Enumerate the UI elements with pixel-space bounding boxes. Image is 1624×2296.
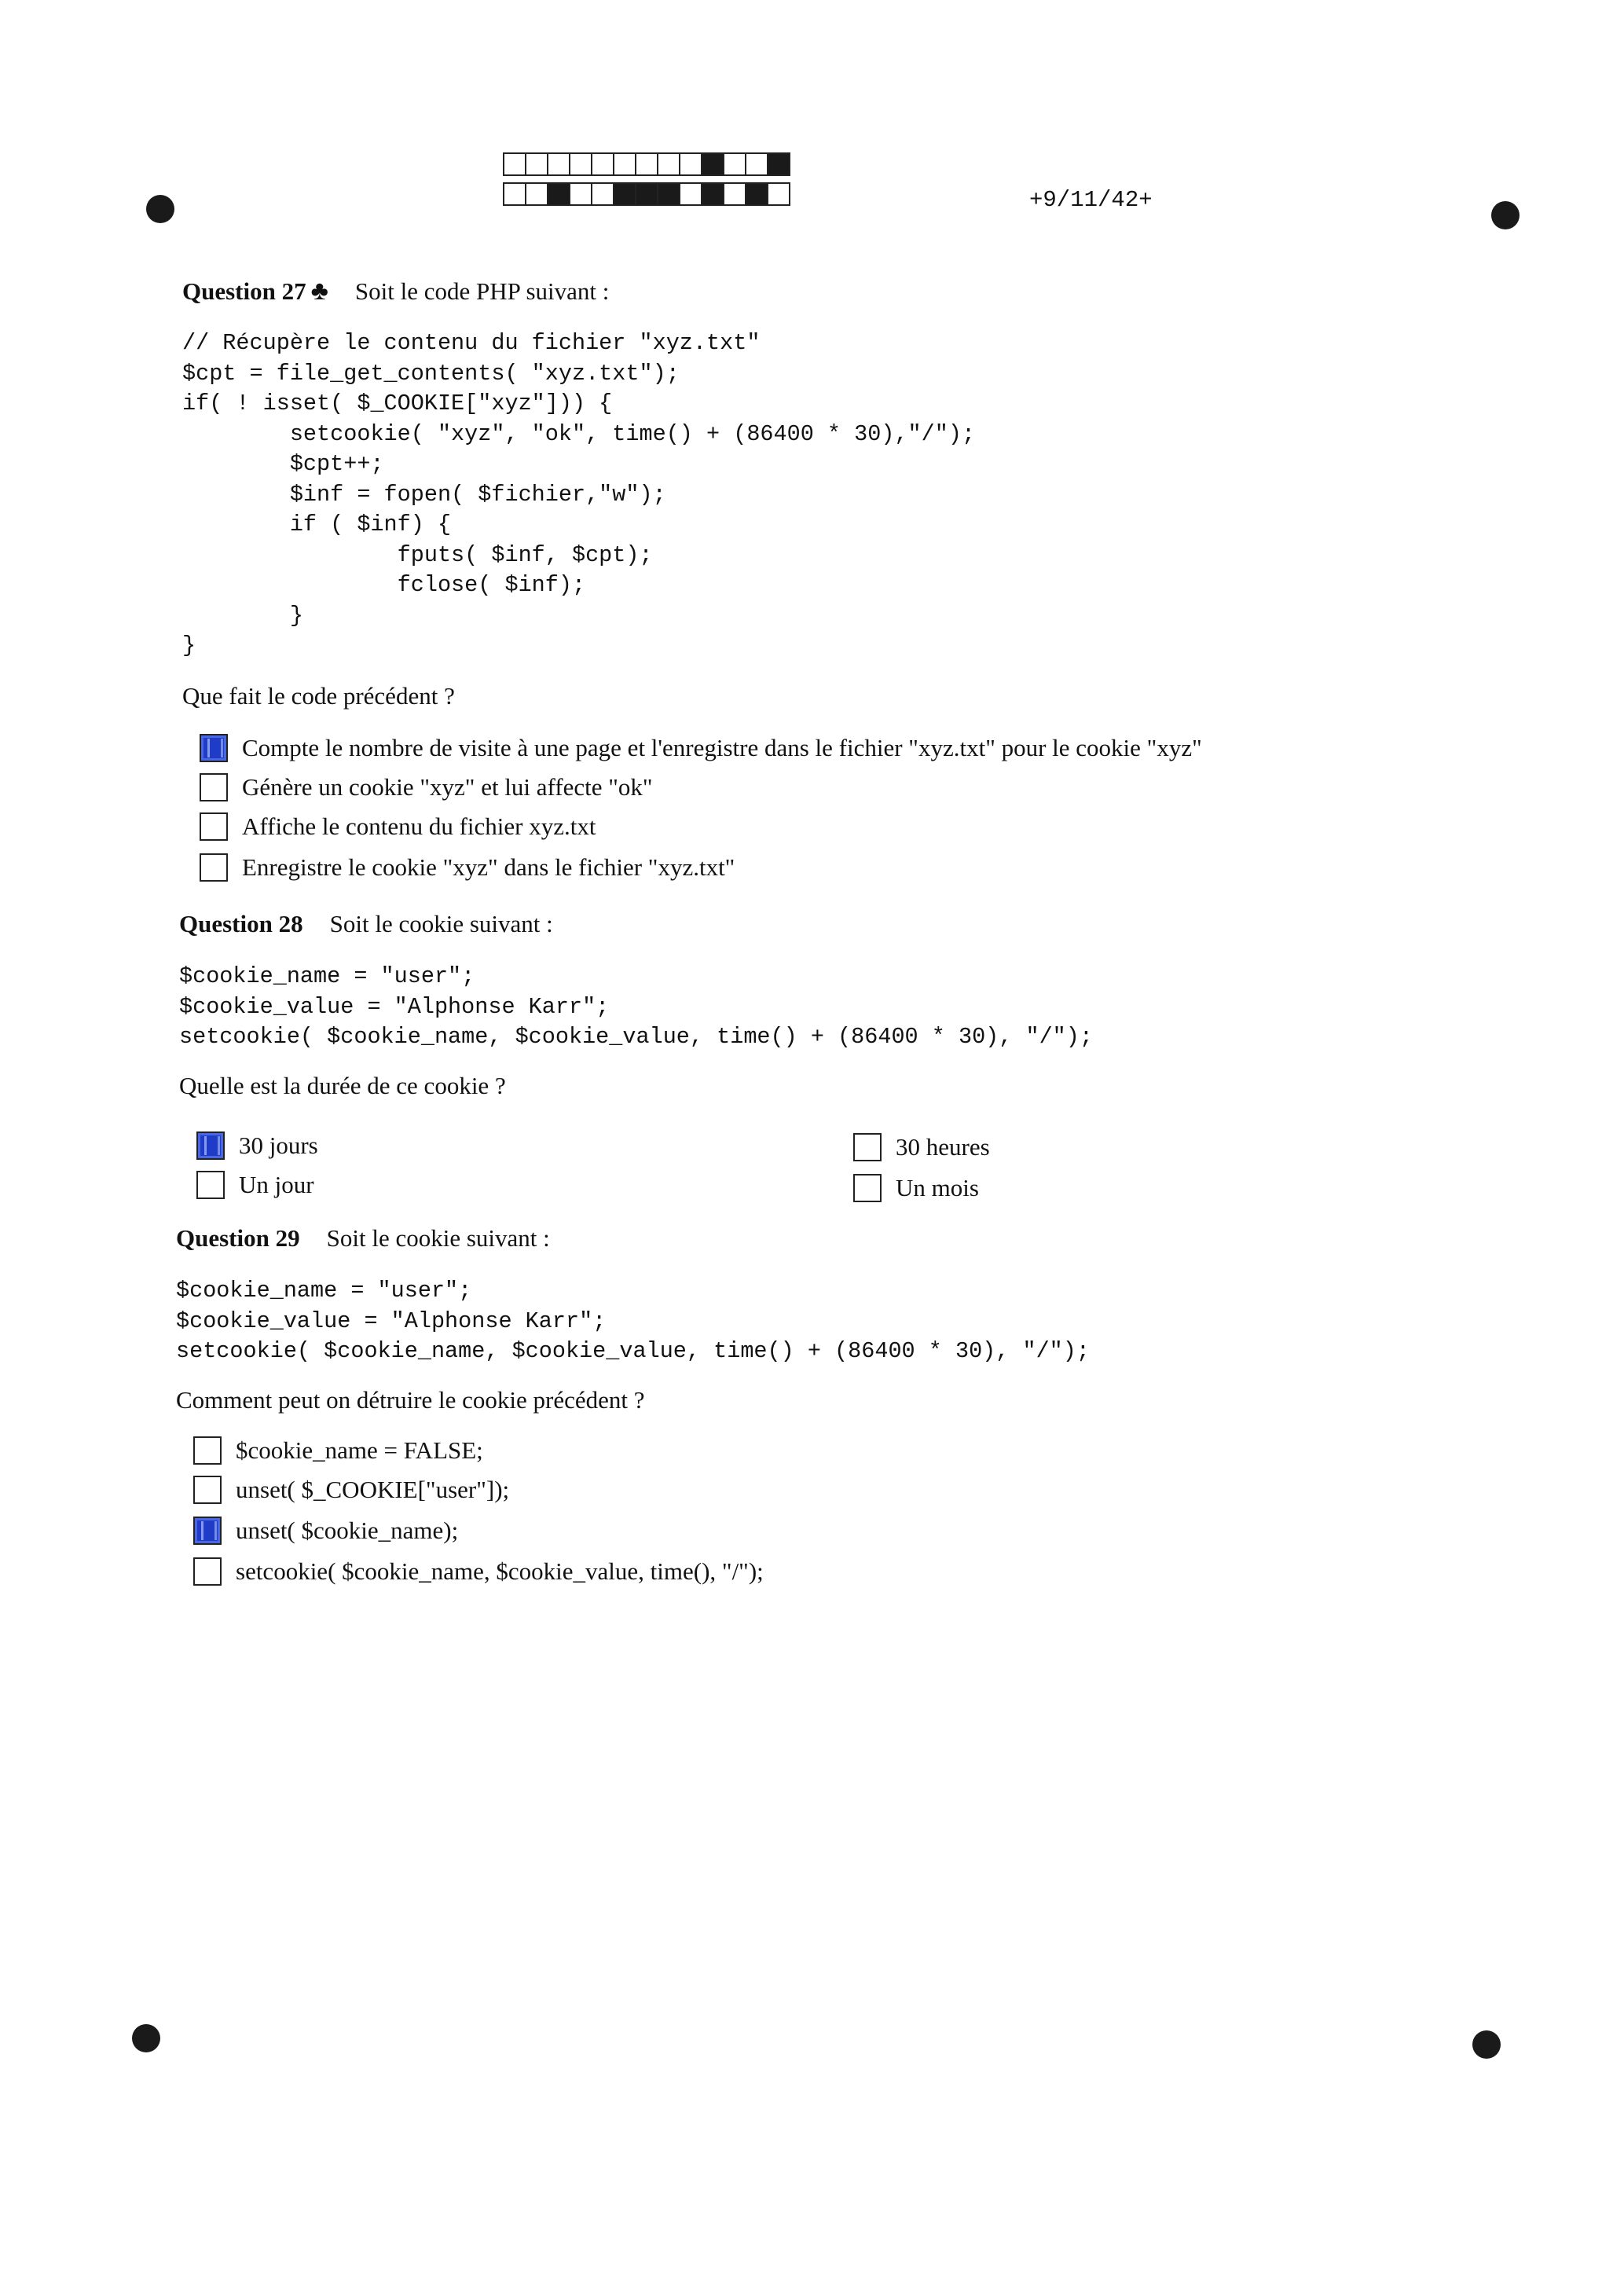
registration-mark-top-right xyxy=(1491,201,1520,229)
option-label: Affiche le contenu du fichier xyz.txt xyxy=(242,812,596,840)
answer-option[interactable] xyxy=(853,1174,979,1202)
option-label: $cookie_name = FALSE; xyxy=(236,1436,483,1464)
option-label: 30 jours xyxy=(239,1131,318,1159)
question-prompt: Comment peut on détruire le cookie précédent ? xyxy=(176,1386,645,1414)
code-block: // Récupère le contenu du fichier "xyz.txt" $cpt = file_get_contents( "xyz.txt"); if( ! isset( $_COOKIE["xyz"])) { setcookie( "xyz", "ok", time() + (86400 * 30),"/"); $cpt++; $inf = fopen( $fichier,"w"); if ( $inf) { fputs( $inf, $cpt); fclose( $inf); } } xyxy=(182,330,976,658)
checkbox[interactable] xyxy=(853,1174,882,1202)
answer-option[interactable] xyxy=(200,773,653,801)
barcode-cell-filled xyxy=(657,182,680,206)
registration-mark-top-left xyxy=(146,195,174,223)
barcode-row-bottom xyxy=(503,182,789,206)
answer-option[interactable] xyxy=(200,734,1202,762)
answer-option[interactable] xyxy=(193,1517,458,1545)
option-label: setcookie( $cookie_name, $cookie_value, time(), "/"); xyxy=(236,1557,764,1585)
question-prompt: Quelle est la durée de ce cookie ? xyxy=(179,1072,506,1099)
checkbox[interactable] xyxy=(193,1436,222,1465)
answer-option[interactable] xyxy=(193,1476,509,1504)
checkbox[interactable] xyxy=(200,773,228,801)
question-prompt: Que fait le code précédent ? xyxy=(182,682,455,710)
barcode-cell-empty xyxy=(657,152,680,176)
barcode-cell-empty xyxy=(591,182,614,206)
barcode-cell-empty xyxy=(679,152,702,176)
option-label: Un jour xyxy=(239,1171,314,1198)
barcode-cell-empty xyxy=(767,182,790,206)
barcode-cell-empty xyxy=(723,182,746,206)
question-27-title xyxy=(182,277,609,306)
registration-mark-bottom-right xyxy=(1472,2030,1501,2059)
question-number: Question 29 xyxy=(176,1224,300,1252)
answer-option[interactable] xyxy=(200,812,596,841)
checkbox[interactable] xyxy=(196,1171,225,1199)
barcode-cell-filled xyxy=(547,182,570,206)
barcode-cell-filled xyxy=(635,182,658,206)
question-number: Question 28 xyxy=(179,910,303,937)
checkbox[interactable] xyxy=(193,1517,222,1545)
checkbox[interactable] xyxy=(193,1557,222,1586)
barcode-cell-empty xyxy=(569,152,592,176)
answer-option[interactable] xyxy=(193,1436,483,1465)
barcode-cell-empty xyxy=(525,152,548,176)
checkbox[interactable] xyxy=(853,1133,882,1161)
answer-option[interactable] xyxy=(200,853,735,882)
answer-option[interactable] xyxy=(196,1131,318,1160)
barcode-cell-empty xyxy=(503,152,526,176)
answer-option[interactable] xyxy=(196,1171,314,1199)
option-label: unset( $cookie_name); xyxy=(236,1517,459,1544)
page-code: +9/11/42+ xyxy=(1029,187,1153,213)
checkbox[interactable] xyxy=(200,853,228,882)
checkbox[interactable] xyxy=(200,734,228,762)
barcode-cell-empty xyxy=(591,152,614,176)
barcode-cell-empty xyxy=(745,152,768,176)
option-label: 30 heures xyxy=(896,1133,990,1161)
question-28-title xyxy=(179,910,553,938)
option-label: unset( $_COOKIE["user"]); xyxy=(236,1476,510,1503)
barcode-cell-empty xyxy=(547,152,570,176)
code-block: $cookie_name = "user"; $cookie_value = "Alphonse Karr"; setcookie( $cookie_name, $cookie_value, time() + (86400 * 30), "/"); xyxy=(176,1278,1090,1364)
barcode-cell-empty xyxy=(613,152,636,176)
option-label: Génère un cookie "xyz" et lui affecte "ok" xyxy=(242,773,653,801)
question-intro: Soit le cookie suivant : xyxy=(329,910,553,937)
question-intro: Soit le cookie suivant : xyxy=(326,1224,550,1252)
code-block: $cookie_name = "user"; $cookie_value = "Alphonse Karr"; setcookie( $cookie_name, $cookie_value, time() + (86400 * 30), "/"); xyxy=(179,963,1093,1050)
barcode-cell-filled xyxy=(767,152,790,176)
checkbox[interactable] xyxy=(196,1131,225,1160)
option-label: Un mois xyxy=(896,1174,979,1201)
option-label: Compte le nombre de visite à une page et l'enregistre dans le fichier "xyz.txt" pour le cookie "xyz" xyxy=(242,734,1202,761)
barcode-cell-empty xyxy=(679,182,702,206)
answer-option[interactable] xyxy=(193,1557,764,1586)
barcode-cell-filled xyxy=(745,182,768,206)
question-29-title xyxy=(176,1224,550,1253)
checkbox[interactable] xyxy=(193,1476,222,1504)
registration-mark-bottom-left xyxy=(132,2024,160,2052)
barcode-cell-filled xyxy=(613,182,636,206)
barcode-row-top xyxy=(503,152,789,176)
answer-option[interactable] xyxy=(853,1133,990,1161)
barcode-cell-empty xyxy=(569,182,592,206)
barcode-cell-empty xyxy=(525,182,548,206)
club-icon: ♣ xyxy=(310,277,328,306)
barcode-cell-filled xyxy=(701,182,724,206)
checkbox[interactable] xyxy=(200,812,228,841)
question-number: Question 27 xyxy=(182,277,306,305)
option-label: Enregistre le cookie "xyz" dans le fichier "xyz.txt" xyxy=(242,853,735,881)
barcode-cell-filled xyxy=(701,152,724,176)
question-intro: Soit le code PHP suivant : xyxy=(354,277,610,305)
barcode-cell-empty xyxy=(723,152,746,176)
barcode-cell-empty xyxy=(635,152,658,176)
barcode-cell-empty xyxy=(503,182,526,206)
